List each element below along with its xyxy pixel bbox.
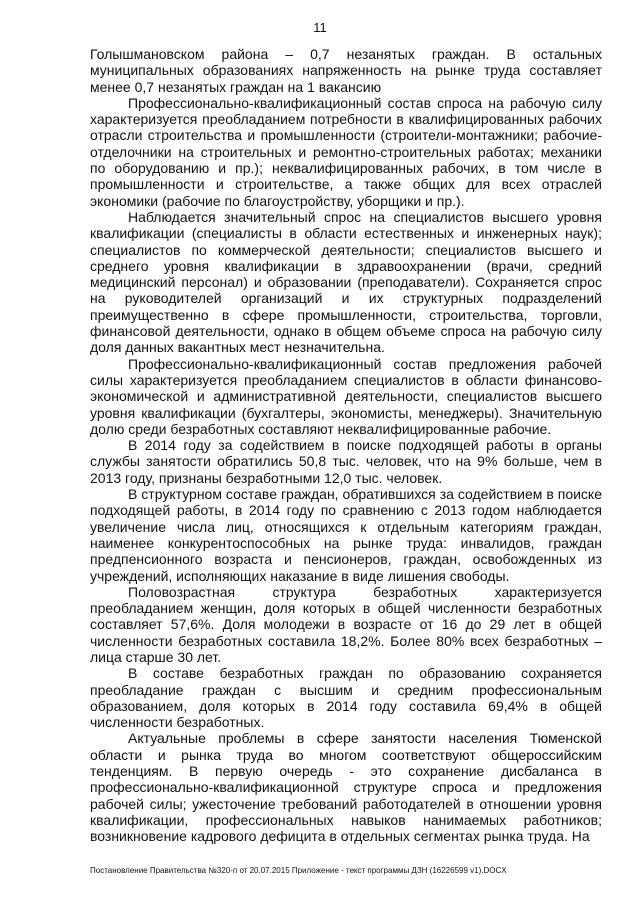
- paragraph-specialist-demand: Наблюдается значительный спрос на специалистов высшего уровня квалификации (специалисты в области естественных и инженерных наук); специалистов по коммерческой деятельности; специалистов высшего и среднего уровня квалификации в здравоохранении (врачи, средний медицинский персонал) и образовании (преподаватели). Сохраняется спрос на руководителей организаций и их структурных подразделений преимущественно в сфере промышленности, строительства, торговли, финансовой деятельности, однако в общем объеме спроса на рабочую силу доля данных вакантных мест незначительна.: [90, 208, 602, 356]
- page-number: 11: [313, 20, 327, 35]
- paragraph-continuation: Голышмановском района – 0,7 незанятых граждан. В остальных муниципальных образованиях напряженность на рынке труда составляет менее 0,7 незанятых граждан на 1 вакансию: [90, 46, 602, 95]
- paragraph-supply-structure: Профессионально-квалификационный состав предложения рабочей силы характеризуется преобладанием специалистов в области финансово-экономической и административной деятельности, специалистов высшего уровня квалификации (бухгалтеры, экономисты, менеджеры). Значительную долю среди безработных составляют неквалифицированные рабочие.: [90, 355, 602, 437]
- paragraph-2014-applications: В 2014 году за содействием в поиске подходящей работы в органы службы занятости обратились 50,8 тыс. человек, что на 9% больше, чем в 2013 году, признаны безработными 12,0 тыс. человек.: [90, 437, 602, 486]
- document-body: [90, 46, 602, 845]
- paragraph-education: В составе безработных граждан по образованию сохраняется преобладание граждан с высшим и средним профессиональным образованием, доля которых в 2014 году составила 69,4% в общей численности безработных.: [90, 665, 602, 731]
- paragraph-gender-age: Половозрастная структура безработных характеризуется преобладанием женщин, доля которых в общей численности безработных составляет 57,6%. Доля молодежи в возрасте от 16 до 29 лет в общей численности безработных составила 18,2%. Более 80% всех безработных – лица старше 30 лет.: [90, 583, 602, 665]
- paragraph-actual-problems: Актуальные проблемы в сфере занятости населения Тюменской области и рынка труда во многом соответствуют общероссийским тенденциям. В первую очередь - это сохранение дисбаланса в профессионально-квалификационной структуре спроса и предложения рабочей силы; ужесточение требований работодателей в отношении уровня квалификации, профессиональных навыков нанимаемых работников; возникновение кадрового дефицита в отдельных сегментах рынка труда. На: [90, 730, 602, 845]
- paragraph-demand-structure: Профессионально-квалификационный состав спроса на рабочую силу характеризуется преобладанием потребности в квалифицированных рабочих отрасли строительства и промышленности (строители-монтажники; рабочие-отделочники на строительных и ремонтно-строительных работах; механики по оборудованию и пр.); неквалифицированных рабочих, в том числе в промышленности и строительстве, а также общих для всех отраслей экономики (рабочие по благоустройству, уборщики и пр.).: [90, 94, 602, 209]
- paragraph-applicant-structure: В структурном составе граждан, обратившихся за содействием в поиске подходящей работы, в 2014 году по сравнению с 2013 годом наблюдается увеличение числа лиц, относящихся к отдельным категориям граждан, наименее конкурентоспособных на рынке труда: инвалидов, граждан предпенсионного возраста и пенсионеров, граждан, освобожденных из учреждений, исполняющих наказание в виде лишения свободы.: [90, 486, 602, 584]
- document-footer: Постановление Правительства №320-п от 20.07.2015 Приложение - текст программы ДЗН (16226599 v1).DOCX: [90, 866, 507, 875]
